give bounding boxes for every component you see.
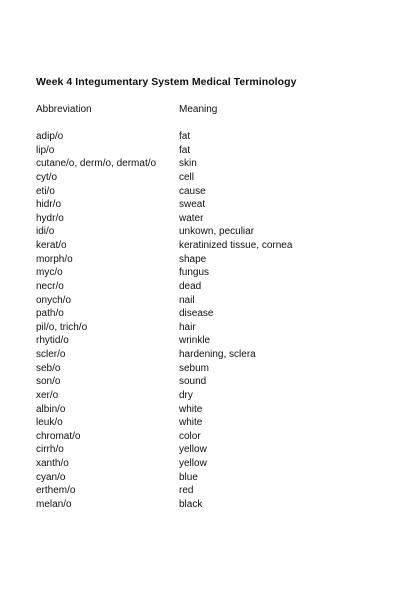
- abbreviation-cell: rhytid/o: [36, 335, 69, 347]
- table-row: [36, 144, 376, 158]
- document-title: Week 4 Integumentary System Medical Terminology: [36, 76, 297, 88]
- table-row: [36, 225, 376, 239]
- meaning-cell: water: [179, 212, 204, 224]
- table-row: [36, 280, 376, 294]
- meaning-cell: fat: [179, 131, 191, 142]
- abbreviation-cell: eti/o: [36, 185, 55, 197]
- table-row: [36, 457, 376, 471]
- table-row: [36, 307, 376, 321]
- table-row: [36, 321, 376, 335]
- meaning-cell: unkown, peculiar: [179, 226, 255, 238]
- meaning-cell: hair: [179, 321, 196, 333]
- abbreviation-cell: xanth/o: [36, 458, 69, 469]
- meaning-cell: dry: [179, 389, 193, 401]
- table-row: [36, 443, 376, 457]
- meaning-cell: hardening, sclera: [179, 349, 256, 360]
- table-header: [36, 104, 376, 118]
- table-row: [36, 239, 376, 253]
- meaning-cell: cause: [179, 185, 206, 197]
- meaning-cell: sound: [179, 376, 207, 388]
- meaning-cell: white: [179, 403, 203, 415]
- table-row: [36, 171, 376, 185]
- table-row: [36, 157, 376, 171]
- abbreviation-cell: onych/o: [36, 294, 72, 306]
- meaning-cell: nail: [179, 294, 195, 306]
- abbreviation-cell: lip/o: [36, 144, 55, 156]
- abbreviation-cell: albin/o: [36, 403, 66, 415]
- meaning-cell: black: [179, 498, 203, 510]
- table-row: [36, 375, 376, 389]
- table-row: [36, 212, 376, 226]
- abbreviation-cell: erthem/o: [36, 485, 76, 497]
- meaning-cell: blue: [179, 471, 198, 483]
- table-row: [36, 266, 376, 280]
- meaning-cell: white: [179, 417, 203, 429]
- table-row: [36, 198, 376, 212]
- table-row: [36, 253, 376, 267]
- abbreviation-cell: leuk/o: [36, 417, 63, 429]
- abbreviation-cell: xer/o: [36, 389, 59, 401]
- table-row: [36, 130, 376, 144]
- abbreviation-cell: hidr/o: [36, 199, 62, 211]
- table-row: [36, 389, 376, 403]
- abbreviation-cell: pil/o, trich/o: [36, 321, 88, 333]
- table-row: [36, 334, 376, 348]
- table-row: [36, 430, 376, 444]
- meaning-cell: fungus: [179, 267, 210, 279]
- meaning-cell: dead: [179, 280, 202, 292]
- table-row: [36, 403, 376, 417]
- abbreviation-cell: chromat/o: [36, 430, 81, 442]
- table-row: [36, 362, 376, 376]
- abbreviation-cell: cirrh/o: [36, 444, 64, 456]
- table-row: [36, 471, 376, 485]
- table-row: [36, 484, 376, 498]
- meaning-cell: red: [179, 485, 194, 497]
- abbreviation-cell: son/o: [36, 376, 61, 388]
- meaning-header: Meaning: [179, 104, 218, 115]
- abbreviation-cell: morph/o: [36, 253, 73, 265]
- table-row: [36, 498, 376, 512]
- meaning-cell: shape: [179, 253, 207, 265]
- terminology-table: [36, 130, 376, 512]
- abbreviation-cell: idi/o: [36, 226, 55, 238]
- abbreviation-cell: cutane/o, derm/o, dermat/o: [36, 158, 157, 170]
- abbreviation-header: Abbreviation: [36, 104, 92, 115]
- meaning-cell: wrinkle: [179, 335, 211, 347]
- abbreviation-cell: seb/o: [36, 362, 61, 374]
- meaning-cell: fat: [179, 144, 191, 156]
- table-row: [36, 416, 376, 430]
- abbreviation-cell: necr/o: [36, 280, 64, 292]
- meaning-cell: color: [179, 430, 201, 442]
- abbreviation-cell: path/o: [36, 308, 64, 320]
- meaning-cell: keratinized tissue, cornea: [179, 240, 293, 251]
- meaning-cell: yellow: [179, 444, 207, 456]
- abbreviation-cell: cyan/o: [36, 471, 66, 483]
- meaning-cell: yellow: [179, 458, 207, 469]
- abbreviation-cell: adip/o: [36, 131, 64, 142]
- meaning-cell: sweat: [179, 199, 206, 211]
- meaning-cell: cell: [179, 171, 195, 183]
- table-row: [36, 294, 376, 308]
- abbreviation-cell: cyt/o: [36, 171, 58, 183]
- abbreviation-cell: hydr/o: [36, 212, 64, 224]
- abbreviation-cell: kerat/o: [36, 240, 67, 251]
- abbreviation-cell: myc/o: [36, 267, 63, 279]
- meaning-cell: disease: [179, 308, 214, 320]
- meaning-cell: skin: [179, 158, 197, 170]
- table-row: [36, 185, 376, 199]
- table-row: [36, 348, 376, 362]
- abbreviation-cell: melan/o: [36, 498, 72, 510]
- meaning-cell: sebum: [179, 362, 210, 374]
- abbreviation-cell: scler/o: [36, 349, 66, 360]
